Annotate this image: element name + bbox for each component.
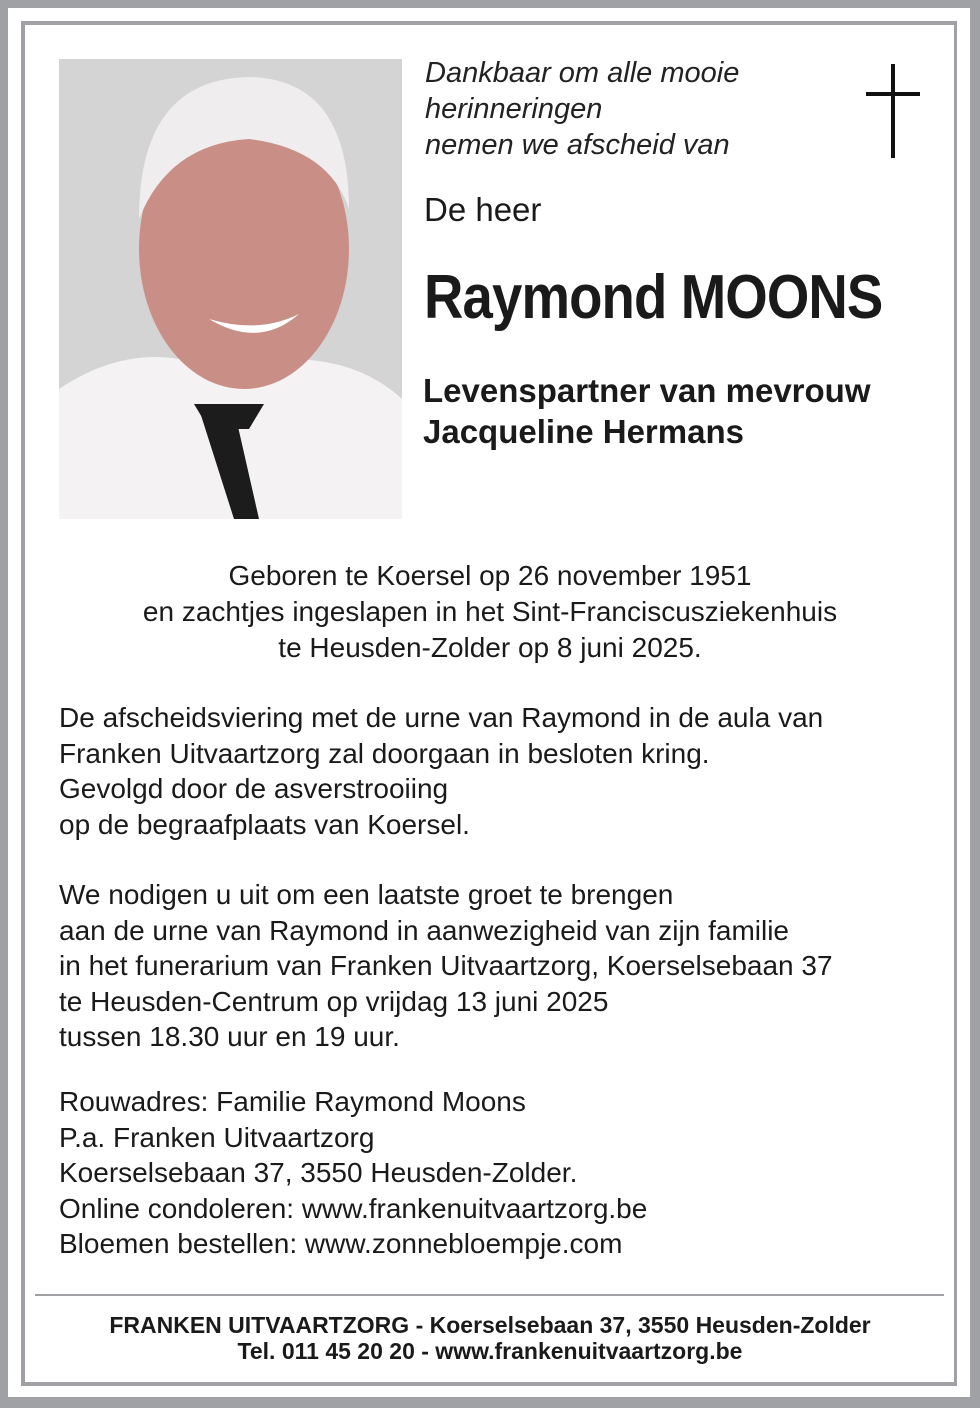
partner-text bbox=[423, 370, 871, 452]
visit-line: tussen 18.30 uur en 19 uur. bbox=[59, 1021, 400, 1052]
partner-line: Jacqueline Hermans bbox=[423, 413, 744, 450]
contact-line: P.a. Franken Uitvaartzorg bbox=[59, 1121, 375, 1153]
birth-line: te Heusden-Zolder op 8 juni 2025. bbox=[278, 632, 702, 663]
intro-line: Dankbaar om alle mooie bbox=[425, 57, 740, 89]
visit-line: aan de urne van Raymond in aanwezigheid van zijn familie bbox=[59, 914, 789, 946]
contact-line: Koerselsebaan 37, 3550 Heusden-Zolder. bbox=[59, 1157, 578, 1188]
birth-line: Geboren te Koersel op 26 november 1951 bbox=[228, 560, 752, 591]
contact-paragraph bbox=[59, 1084, 647, 1262]
intro-line: herinneringen bbox=[425, 93, 603, 125]
intro-line: nemen we afscheid van bbox=[425, 129, 730, 161]
footer-line: FRANKEN UITVAARTZORG - Koerselsebaan 37, 3550 Heusden-Zolder bbox=[109, 1312, 871, 1338]
deceased-name: Raymond MOONS bbox=[424, 263, 883, 332]
visit-paragraph bbox=[59, 877, 833, 1055]
flowers-link[interactable]: Bloemen bestellen: www.zonnebloempje.com bbox=[59, 1228, 623, 1259]
birth-death-text bbox=[0, 558, 980, 666]
ceremony-line: De afscheidsviering met de urne van Raymond in de aula van bbox=[59, 702, 824, 733]
condolence-link[interactable]: Online condoleren: www.frankenuitvaartzorg.be bbox=[59, 1192, 648, 1224]
intro-text bbox=[425, 55, 739, 163]
partner-line: Levenspartner van mevrouw bbox=[423, 372, 871, 409]
portrait-photo bbox=[59, 59, 402, 519]
ceremony-line: Gevolgd door de asverstrooiing bbox=[59, 773, 449, 804]
ceremony-line: Franken Uitvaartzorg zal doorgaan in besloten kring. bbox=[59, 737, 710, 769]
footer-line: Tel. 011 45 20 20 - www.frankenuitvaartzorg.be bbox=[237, 1338, 743, 1364]
footer bbox=[0, 1312, 980, 1364]
honorific: De heer bbox=[424, 191, 542, 228]
visit-line: in het funerarium van Franken Uitvaartzorg, Koerselsebaan 37 bbox=[59, 950, 833, 981]
cross-icon bbox=[866, 64, 920, 158]
ceremony-line: op de begraafplaats van Koersel. bbox=[59, 808, 470, 840]
visit-line: We nodigen u uit om een laatste groet te brengen bbox=[59, 879, 674, 910]
ceremony-paragraph bbox=[59, 700, 823, 842]
visit-line: te Heusden-Centrum op vrijdag 13 juni 2025 bbox=[59, 985, 609, 1017]
birth-line: en zachtjes ingeslapen in het Sint-Franciscusziekenhuis bbox=[142, 596, 838, 627]
contact-line: Rouwadres: Familie Raymond Moons bbox=[59, 1086, 526, 1117]
divider bbox=[35, 1294, 944, 1296]
